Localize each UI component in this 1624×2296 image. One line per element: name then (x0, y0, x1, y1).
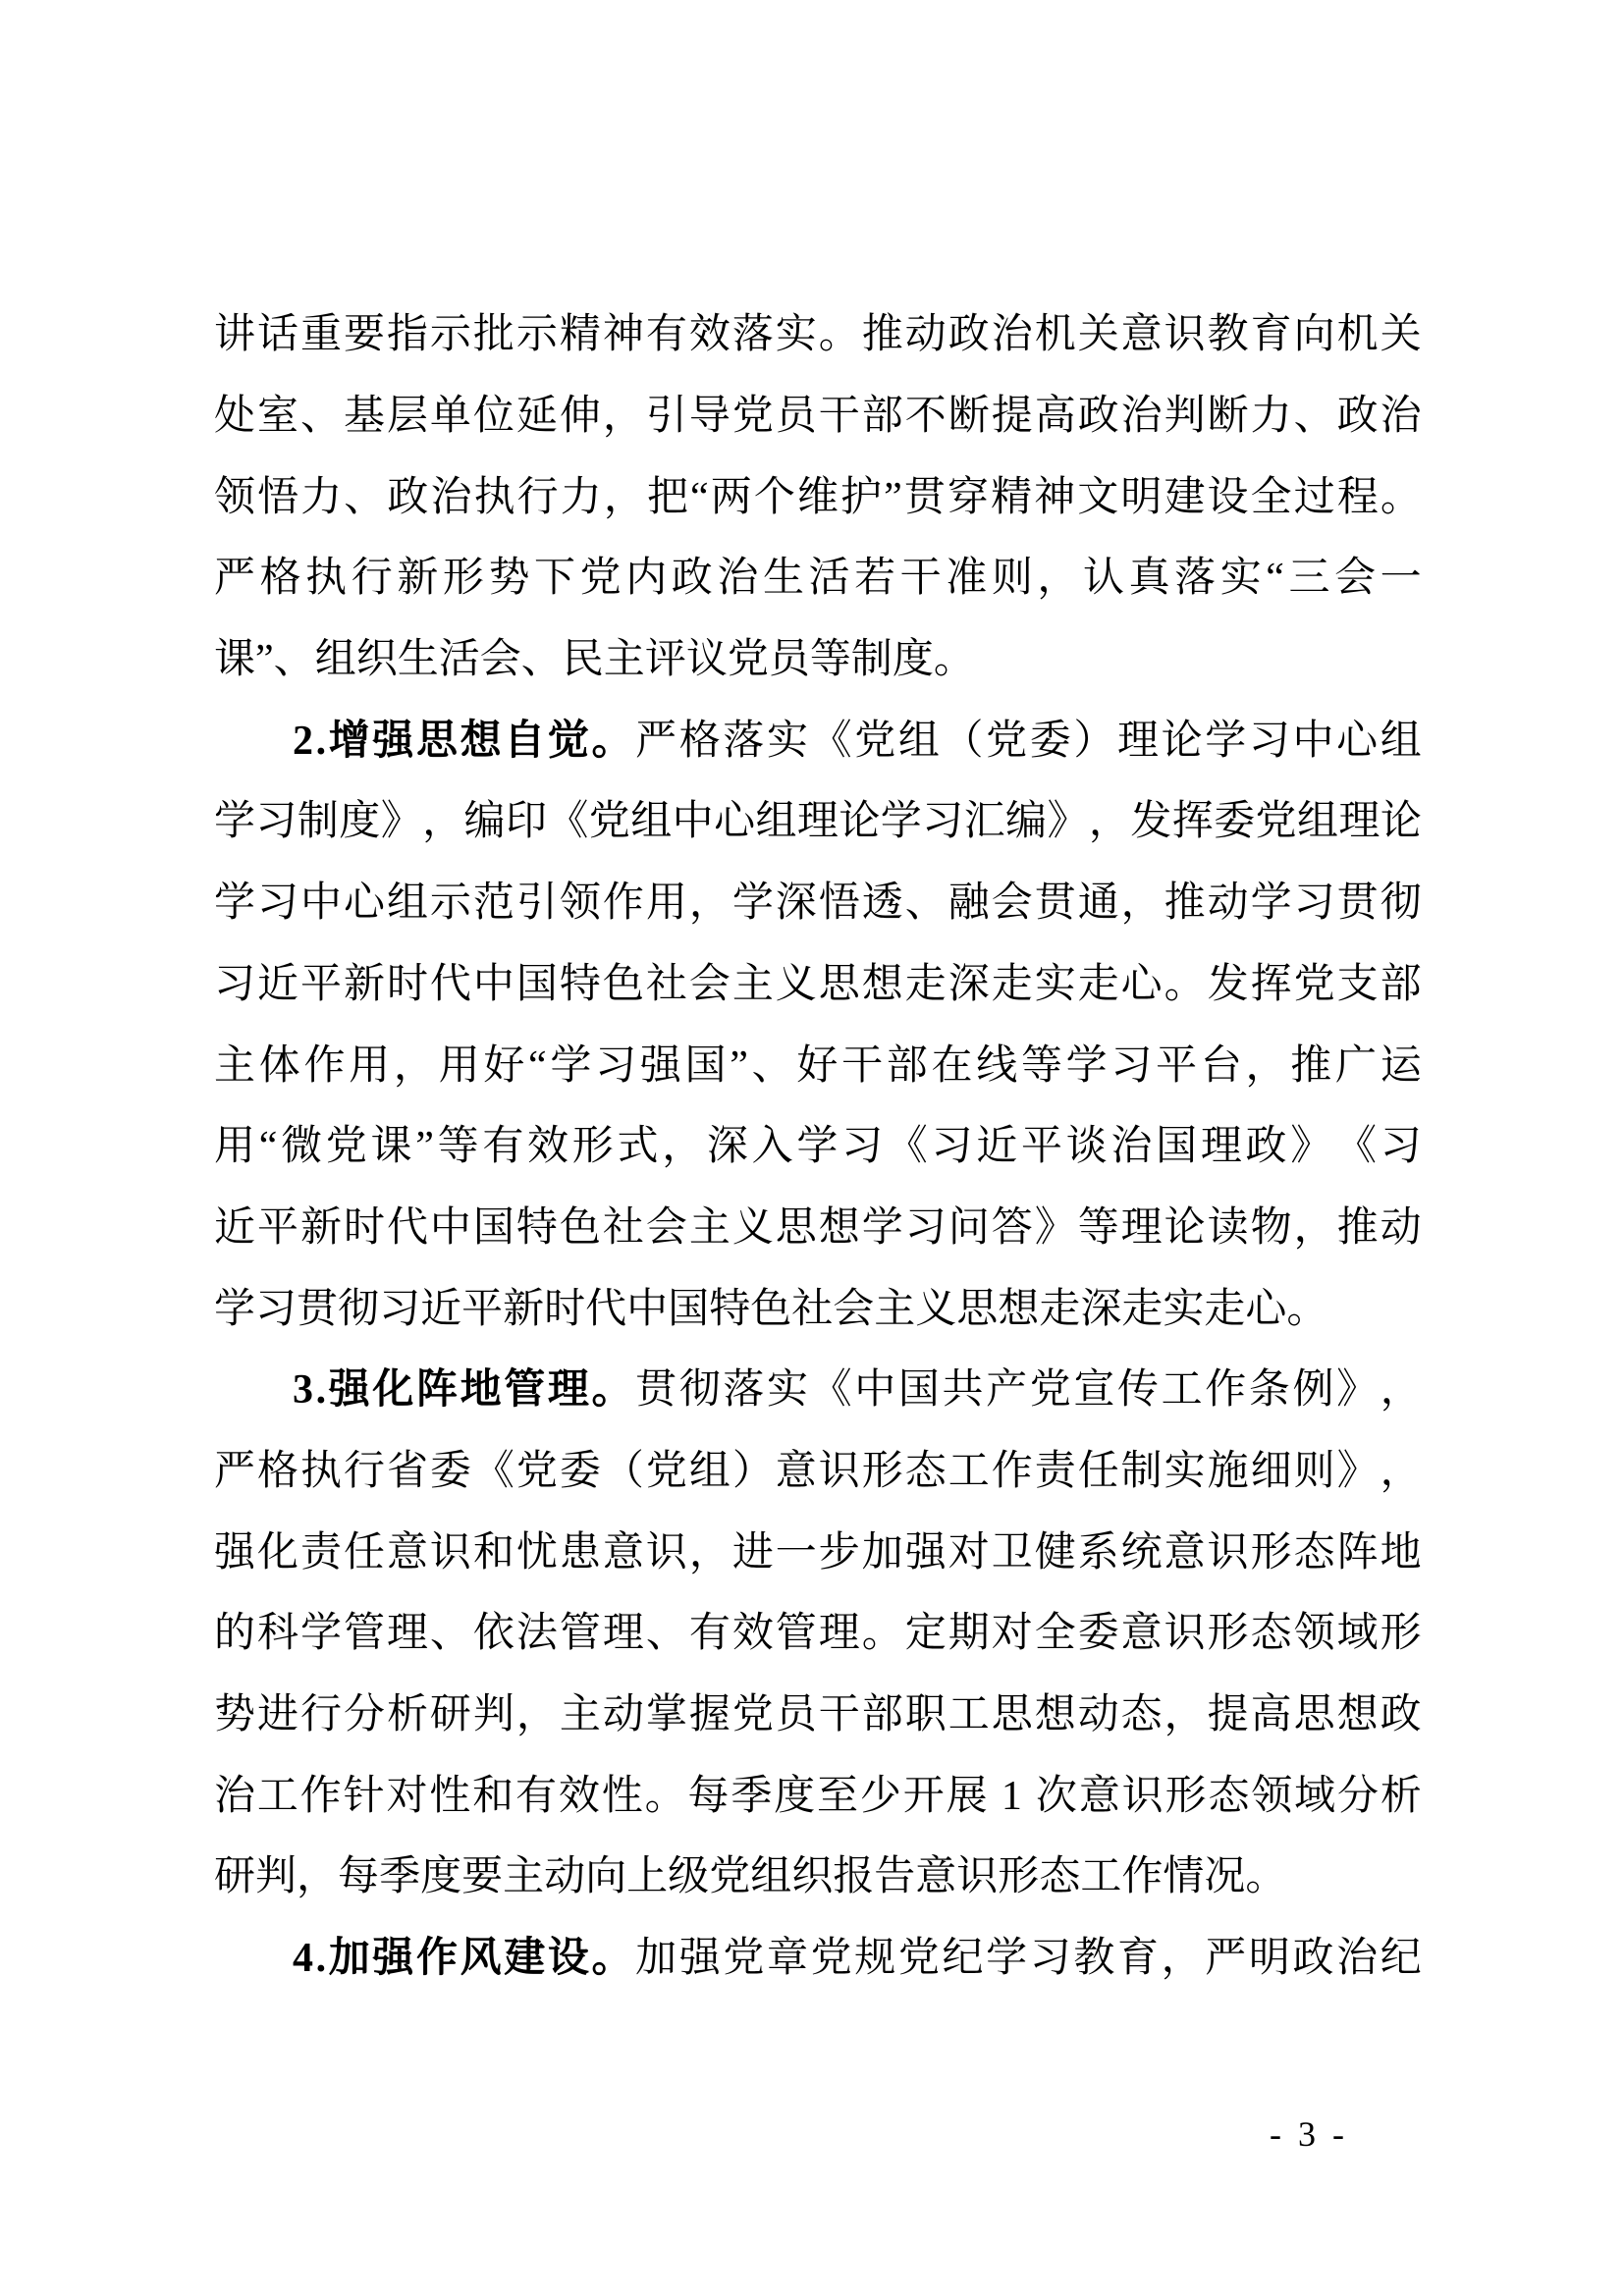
text-line: 讲 话 重 要 指 示 批 示 精 神 有 效 落 实 。 推 动 政 治 机 关 意 识 教 育 向 机 关 (214, 312, 1422, 358)
text-line: 研 判 ， 每 季 度 要 主 动 向 上 级 党 组 织 报 告 意 识 形 态 工 作 情 况 。 (214, 1854, 1287, 1900)
text-line: 处 室 、 基 层 单 位 延 伸 ， 引 导 党 员 干 部 不 断 提 高 政 治 判 断 力 、 政 治 (214, 394, 1422, 440)
text-line: 3 . 强 化 阵 地 管 理 。 贯 彻 落 实 《 中 国 共 产 党 宣 传 工 作 条 例 》 ， (293, 1367, 1422, 1414)
text-line: 近 平 新 时 代 中 国 特 色 社 会 主 义 思 想 学 习 问 答 》 等 理 论 读 物 ， 推 动 (214, 1204, 1422, 1251)
page-number: - 3 - (1270, 2114, 1348, 2154)
paragraph-1-continuation (214, 294, 1422, 700)
text-line: 主 体 作 用 ， 用 好 “ 学 习 强 国 ” 、 好 干 部 在 线 等 学 习 平 台 ， 推 广 运 (214, 1042, 1422, 1089)
text-line: 强 化 责 任 意 识 和 忧 患 意 识 ， 进 一 步 加 强 对 卫 健 系 统 意 识 形 态 阵 地 (214, 1529, 1422, 1575)
paragraph-4 (214, 1918, 1422, 2000)
text-line: 课 ” 、 组 织 生 活 会 、 民 主 评 议 党 员 等 制 度 。 (214, 637, 975, 683)
text-line: 4 . 加 强 作 风 建 设 。 加 强 党 章 党 规 党 纪 学 习 教 育 ， 严 明 政 治 纪 (293, 1936, 1422, 1982)
text-line: 势 进 行 分 析 研 判 ， 主 动 掌 握 党 员 干 部 职 工 思 想 动 态 ， 提 高 思 想 政 (214, 1692, 1422, 1738)
paragraph-2 (214, 700, 1422, 1350)
text-line: 严 格 执 行 新 形 势 下 党 内 政 治 生 活 若 干 准 则 ， 认 真 落 实 “ 三 会 一 (214, 556, 1422, 602)
text-line: 用 “ 微 党 课 ” 等 有 效 形 式 ， 深 入 学 习 《 习 近 平 谈 治 国 理 政 》 《 习 (214, 1124, 1422, 1170)
text-line: 领 悟 力 、 政 治 执 行 力 ， 把 “ 两 个 维 护 ” 贯 穿 精 神 文 明 建 设 全 过 程 。 (214, 474, 1422, 520)
text-line: 治 工 作 针 对 性 和 有 效 性 。 每 季 度 至 少 开 展 1 次 意 识 形 态 领 域 分 析 (214, 1773, 1422, 1819)
text-line: 学 习 贯 彻 习 近 平 新 时 代 中 国 特 色 社 会 主 义 思 想 走 深 走 实 走 心 。 (214, 1286, 1328, 1332)
text-line: 学 习 制 度 》 ， 编 印 《 党 组 中 心 组 理 论 学 习 汇 编 》 ， 发 挥 委 党 组 理 论 (214, 799, 1422, 845)
text-line: 学 习 中 心 组 示 范 引 领 作 用 ， 学 深 悟 透 、 融 会 贯 通 ， 推 动 学 习 贯 彻 (214, 881, 1422, 927)
text-line: 的 科 学 管 理 、 依 法 管 理 、 有 效 管 理 。 定 期 对 全 委 意 识 形 态 领 域 形 (214, 1611, 1422, 1657)
paragraph-3 (214, 1350, 1422, 1918)
text-line: 习 近 平 新 时 代 中 国 特 色 社 会 主 义 思 想 走 深 走 实 走 心 。 发 挥 党 支 部 (214, 961, 1422, 1007)
text-block (214, 294, 1422, 1999)
text-line: 严 格 执 行 省 委 《 党 委 （ 党 组 ） 意 识 形 态 工 作 责 任 制 实 施 细 则 》 ， (214, 1448, 1422, 1494)
text-line: 2 . 增 强 思 想 自 觉 。 严 格 落 实 《 党 组 （ 党 委 ） 理 论 学 习 中 心 组 (293, 718, 1422, 764)
